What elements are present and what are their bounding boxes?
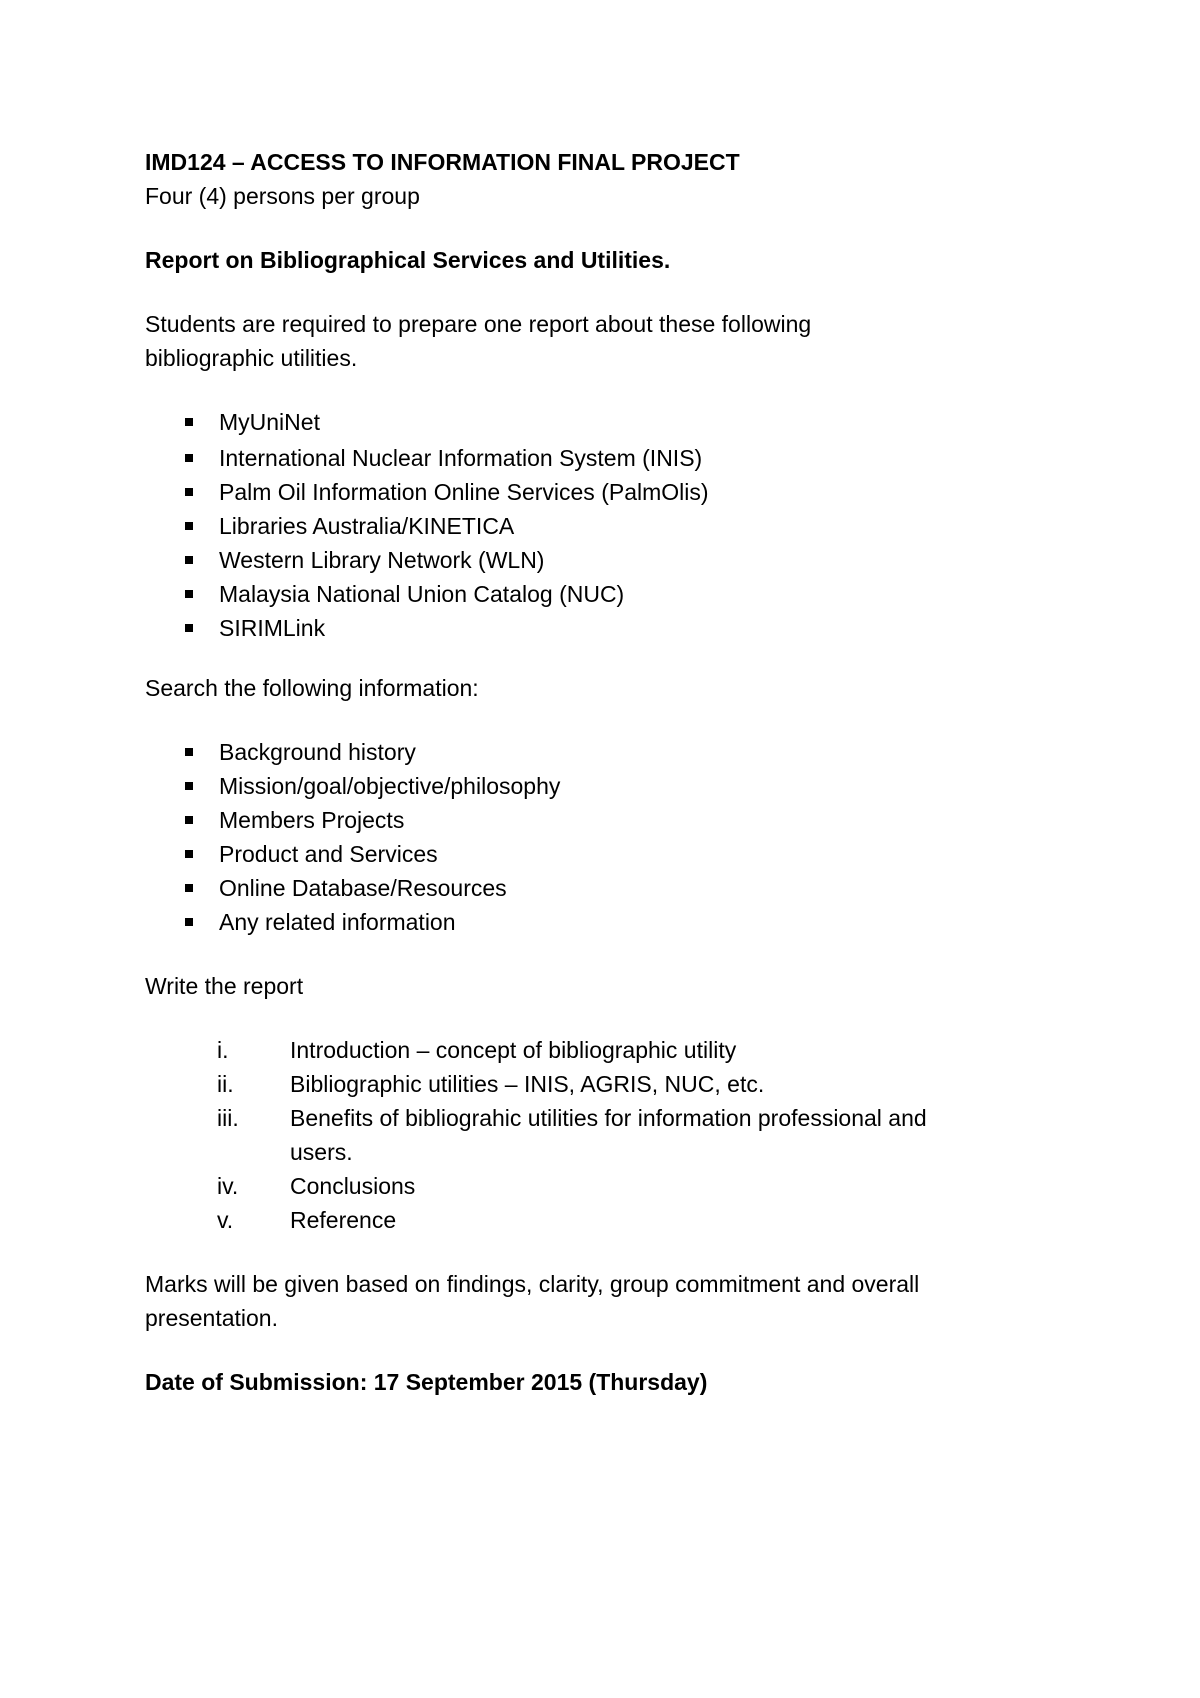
square-bullet-icon [185, 782, 193, 790]
list-item: Western Library Network (WLN) [145, 543, 1065, 577]
square-bullet-icon [185, 590, 193, 598]
list-item: Libraries Australia/KINETICA [145, 509, 1065, 543]
square-bullet-icon [185, 624, 193, 632]
intro-line-1: Students are required to prepare one report about these following [145, 311, 812, 337]
submission-date: Date of Submission: 17 September 2015 (Thursday) [145, 1369, 708, 1395]
list-number: v. [217, 1207, 234, 1233]
document-title: IMD124 – ACCESS TO INFORMATION FINAL PROJECT [145, 149, 740, 175]
list-item: Product and Services [145, 837, 1065, 871]
list-item: Palm Oil Information Online Services (PalmOlis) [145, 475, 1065, 509]
list-text: Benefits of bibliograhic utilities for information professional and [290, 1105, 927, 1131]
square-bullet-icon [185, 748, 193, 756]
list-item [145, 1033, 1065, 1067]
list-item: Members Projects [145, 803, 1065, 837]
square-bullet-icon [185, 884, 193, 892]
list-item: Mission/goal/objective/philosophy [145, 769, 1065, 803]
square-bullet-icon [185, 488, 193, 496]
list-item: SIRIMLink [145, 611, 1065, 645]
search-items-list [145, 735, 1065, 939]
marks-line-2: presentation. [145, 1305, 278, 1331]
document-page [145, 145, 1065, 1399]
write-heading: Write the report [145, 973, 304, 999]
list-item [145, 1203, 1065, 1237]
intro-line-2: bibliographic utilities. [145, 345, 358, 371]
report-sections-list [145, 1033, 1065, 1237]
list-text: Introduction – concept of bibliographic utility [290, 1037, 737, 1063]
list-text: Conclusions [290, 1173, 416, 1199]
group-size-text: Four (4) persons per group [145, 183, 420, 209]
list-item [145, 1067, 1065, 1101]
report-heading: Report on Bibliographical Services and Utilities. [145, 247, 671, 273]
marks-line-1: Marks will be given based on findings, clarity, group commitment and overall [145, 1271, 920, 1297]
square-bullet-icon [185, 556, 193, 564]
list-item [145, 1169, 1065, 1203]
list-number: ii. [217, 1071, 234, 1097]
square-bullet-icon [185, 816, 193, 824]
list-number: iv. [217, 1173, 239, 1199]
list-item: MyUniNet [145, 405, 1065, 439]
square-bullet-icon [185, 454, 193, 462]
list-text: Reference [290, 1207, 397, 1233]
list-item: Online Database/Resources [145, 871, 1065, 905]
list-number: i. [217, 1037, 229, 1063]
square-bullet-icon [185, 418, 193, 426]
square-bullet-icon [185, 850, 193, 858]
utilities-list [145, 405, 1065, 645]
list-item: International Nuclear Information System (INIS) [145, 441, 1065, 475]
search-heading: Search the following information: [145, 675, 479, 701]
list-item: Malaysia National Union Catalog (NUC) [145, 577, 1065, 611]
square-bullet-icon [185, 918, 193, 926]
square-bullet-icon [185, 522, 193, 530]
list-text: Bibliographic utilities – INIS, AGRIS, NUC, etc. [290, 1071, 765, 1097]
list-item: Any related information [145, 905, 1065, 939]
list-number: iii. [217, 1105, 239, 1131]
list-item: Background history [145, 735, 1065, 769]
list-item [145, 1101, 1065, 1169]
list-text-continued: users. [290, 1139, 353, 1165]
